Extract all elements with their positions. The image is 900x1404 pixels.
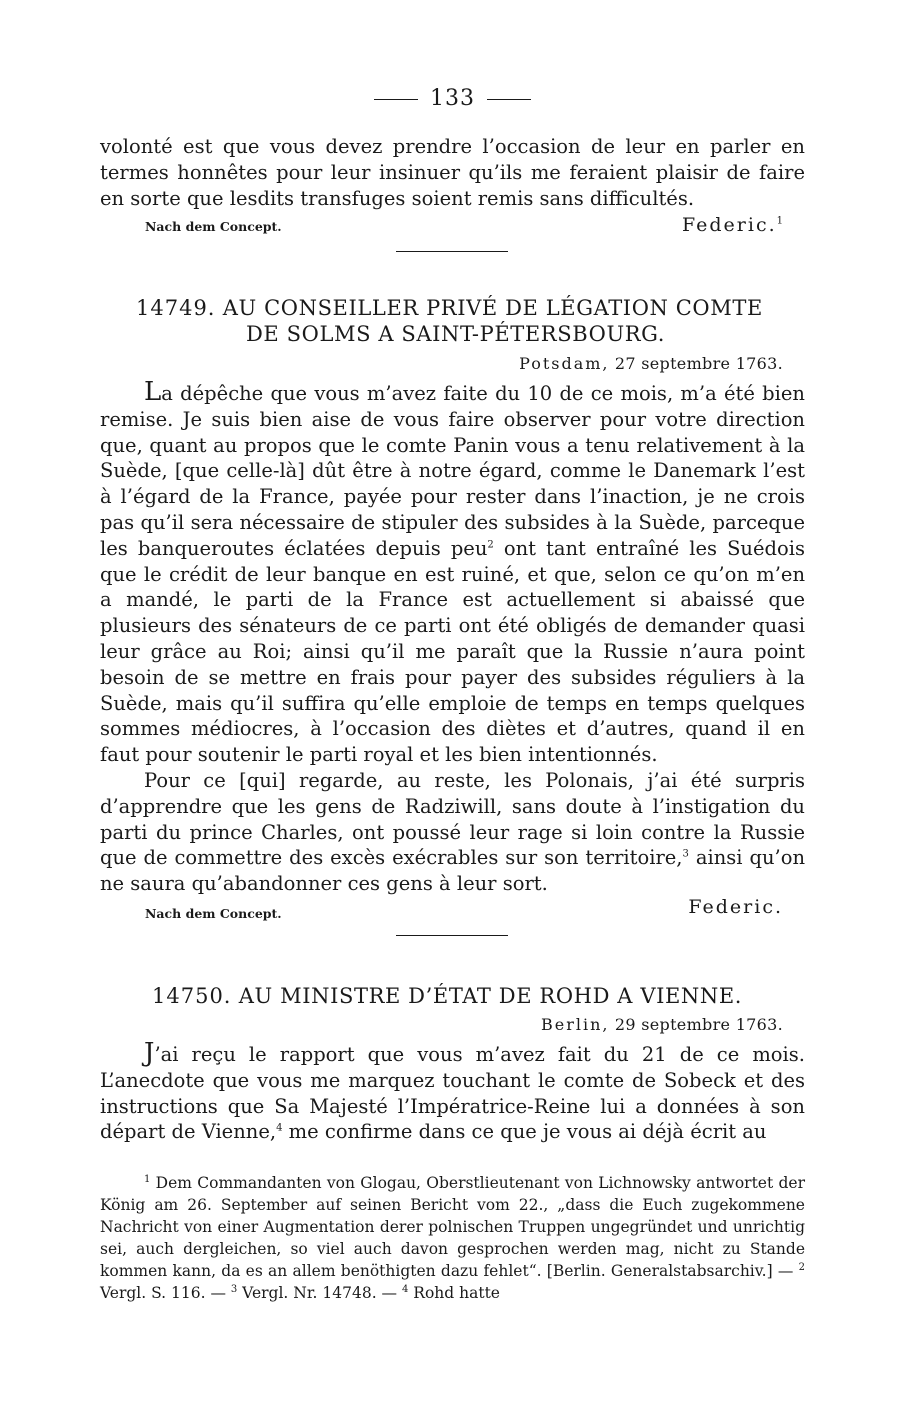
initial-letter: J — [144, 1038, 155, 1068]
letter-body — [100, 377, 805, 897]
footnote-body: Rohd hatte — [408, 1284, 500, 1302]
continued-paragraph: volonté est que vous devez prendre l’occasion de leur en parler en termes honnêtes pour leur insinuer qu’ils me feraient plaisir de faire en sorte que lesdits transfuges soient remis sans difficultés. — [100, 135, 805, 210]
paragraph — [100, 377, 805, 768]
letter-heading — [152, 983, 792, 1009]
section-divider — [396, 935, 508, 936]
letter-body — [100, 1038, 805, 1145]
dateline — [519, 354, 783, 373]
place: Potsdam, — [519, 354, 610, 373]
date: 27 septembre 1763. — [614, 354, 783, 373]
footnote-ref: 2 — [487, 539, 494, 551]
signature — [682, 214, 783, 236]
date: 29 septembre 1763. — [614, 1015, 783, 1034]
paragraph — [100, 768, 805, 897]
place: Berlin, — [541, 1015, 610, 1034]
footnote-ref: 3 — [682, 848, 689, 860]
signature: Federic. — [688, 896, 783, 918]
initial-letter: L — [144, 377, 162, 407]
footnote-body: Dem Commandanten von Glogau, Oberstlieutenant von Lichnowsky antwortet der König am 26. September auf seinen Bericht vom 22., „dass die Euch zugekommene Nachricht von einer Augmentation derer polnischen Truppen ungegründet und unrichtig sei, auch dergleichen, so viel auch davon gesprochen werden mag, nicht zu Stande kommen kann, da es an allem benöthigten dazu fehlet“. [Berlin. Generalstabsarchiv.] — — [100, 1174, 805, 1280]
heading-text: AU MINISTRE D’ÉTAT DE ROHD A VIENNE. — [238, 984, 743, 1008]
footnote-body: Vergl. S. 116. — — [100, 1284, 231, 1302]
letter-number: 14749. — [136, 296, 216, 320]
footnote-ref: 4 — [276, 1122, 283, 1134]
paragraph-text: Pour ce [qui] regarde, au reste, les Polonais, j’ai été surpris d’apprendre que les gens de Radziwill, sans doute à l’instigation du parti du prince Charles, ont poussé leur rage si loin contre la Russie que de commettre des excès exécrables sur son territoire, — [100, 768, 805, 870]
header-dash-right — [487, 99, 531, 100]
paragraph-text: ’ai reçu le rapport que vous m’avez fait du 21 de ce mois. L’anecdote que vous me marquez touchant le comte de Sobeck et des instructions que Sa Majesté l’Impératrice-Reine lui a données à son départ de Vienne, — [100, 1043, 805, 1144]
heading-line-1 — [136, 295, 776, 321]
heading-line-1 — [152, 983, 792, 1009]
footnote-ref: 1 — [776, 215, 783, 227]
footnote-body: Vergl. Nr. 14748. — — [237, 1284, 402, 1302]
footnote-mark: 4 — [401, 1283, 409, 1295]
signature-text: Federic. — [681, 214, 777, 236]
heading-line-2: DE SOLMS A SAINT-PÉTERSBOURG. — [246, 322, 666, 346]
continued-paragraph-block — [100, 134, 805, 211]
paragraph-text: a dépêche que vous m’avez faite du 10 de ce mois, m’a été bien remise. Je suis bien aise de vous faire observer pour votre direction que, quant au propos que le comte Panin vous a tenu relativement à la Suède, [que celle-là] dût être à notre égard, comme le Danemark l’est à l’égard de la France, payée pour rester dans l’inaction, je ne crois pas qu’il sera nécessaire de stipuler des subsides à la Suède, parceque les banqueroutes éclatées depuis peu — [100, 382, 805, 560]
heading-text: AU CONSEILLER PRIVÉ DE LÉGATION COMTE — [222, 296, 763, 320]
footnote-mark: 3 — [230, 1283, 238, 1295]
footnotes — [100, 1172, 805, 1304]
paragraph-text: ainsi qu’on ne saura qu’abandonner ces gens à leur sort. — [100, 846, 805, 896]
letter-number: 14750. — [152, 984, 232, 1008]
footnote-text — [100, 1172, 805, 1304]
letter-heading — [136, 295, 776, 347]
header-dash-left — [374, 99, 418, 100]
paragraph-text: ont tant entraîné les Suédois que le crédit de leur banque en est ruiné, et que, selon ce qu’on m’en a mandé, le parti de la France est actuellement si abaissé que plusieurs des sénateurs de ce parti ont été obligés de demander quasi leur grâce au Roi; ainsi qu’il me paraît que la Russie n’aura point besoin de se mettre en frais pour payer des subsides réguliers à la Suède, mais qu’il suffira qu’elle emploie de temps en temps quelques sommes médiocres, à l’occasion des diètes et d’autres, quand il en faut pour soutenir le parti royal et les bien intentionnés. — [100, 536, 805, 767]
page-number: 133 — [430, 86, 475, 111]
section-divider — [396, 251, 508, 252]
paragraph — [100, 1038, 805, 1145]
paragraph-text: me confirme dans ce que je vous ai déjà écrit au — [282, 1120, 767, 1144]
document-page — [100, 0, 805, 1404]
source-note: Nach dem Concept. — [145, 219, 282, 234]
footnote-mark: 1 — [144, 1173, 151, 1185]
footnote-mark: 2 — [798, 1261, 805, 1273]
source-note: Nach dem Concept. — [145, 906, 282, 921]
dateline — [541, 1015, 783, 1034]
page-header — [100, 86, 805, 111]
